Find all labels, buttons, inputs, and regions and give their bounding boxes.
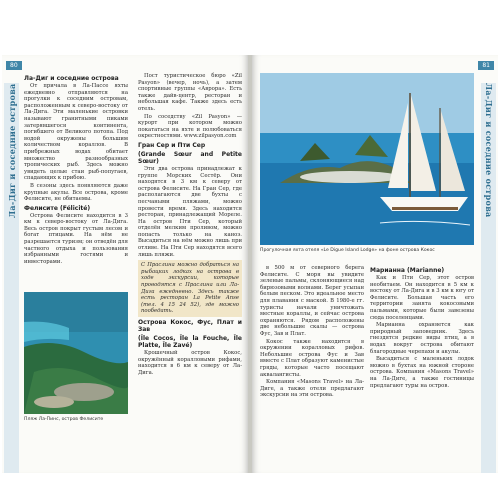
text-column-right-2 <box>370 265 474 390</box>
section-heading: Острова Кокос, Фус, Плат и Зав <box>138 319 242 333</box>
paragraph: Эти два острова принадлежат к группе Морских Сестёр. Они находятся в 3 км к северу от острова Фелисите. На Гран Сер, где располагаются две бухты с песчаными пляжами, можно провести время. Здесь находится ресторан, принадлежащий Мореле. На остров Пти Сер, который отделён мелким проливом, можно попасть только на каноэ. Высадиться на нём можно лишь при отливе. На Пти Сер находятся всего лишь пляжи. <box>138 165 242 258</box>
felicite-beach-photo <box>24 292 128 414</box>
paragraph: По соседству «Zil Pasyon» — курорт при котором можно покататься на яхте и полюбоваться окрестностями. www.zilpasyon.com <box>138 113 242 140</box>
paragraph: Высадиться с маленьких лодок можно в бухтах на южной стороне острова. Компания «Masons Travel» на Ла-Диге, а также гостиницы предлагают туры на остров. <box>370 356 474 389</box>
text-column-right-1 <box>260 265 364 400</box>
paragraph: Марианна охраняется как природный заповедник. Здесь гнездятся редкие виды птиц, а в водах вокруг острова обитают благородные черепахи и акулы. <box>370 322 474 355</box>
yacht-cocos-photo <box>260 73 474 245</box>
section-heading: Фелисите (Félicité) <box>24 204 91 212</box>
paragraph: Пост туристическое бюро «Zil Pasyon» (вечер, ночь), а затем спортивные группы «Аврора». Есть также дайв-центр, ресторан и небольшая кафе. Также здесь есть отель. <box>138 73 242 112</box>
photo-caption: Пляж Ла-Пинс, остров Фелисите <box>24 417 104 422</box>
yacht-illustration <box>260 73 474 245</box>
page-number: 81 <box>478 61 494 70</box>
section-subheading: (Île Cocos, Île la Fouche, Île Platte, Île Zavé) <box>138 335 242 349</box>
section-heading: Гран Сер и Пти Сер <box>138 141 206 149</box>
paragraph: Острова Фелисите находится в 3 км к северо-востоку от Ла-Дига. Весь остров покрыт густым лесом и богат птицами. На нём не разрешается туризм; он отведён для частного отдыха и пользования избранными гостями и инвесторами. <box>24 212 128 265</box>
section-heading: Ла-Диг и соседние острова <box>24 75 119 82</box>
photo-caption: Прогулочная яхта отеля «Le Digue Island Lodge» на фоне острова Кокос <box>260 248 435 253</box>
side-title: Ла-Диг и соседние острова <box>484 83 494 218</box>
paragraph: в 500 м от северного берега Фелисите. С моря вы увидите зеленые пальмы, склоняющиеся над бирюзовыми волнами. Берег усыпан белым песком. Это идеальное место для плавания с маской. В 1980-е гг. туристы начали уничтожать местные кораллы, и сейчас острова охраняются. Рядом расположены две небольшие скалы — острова Фус, Зав и Плат. <box>260 265 364 337</box>
paragraph: Как и Пти Сер, этот остров необитаем. Он находится в 5 км к востоку от Ла-Дига и в 3 км к югу от Фелисите. Большая часть его территории занята кокосовыми пальмами, которые были завезены сюда поселенцами. <box>370 275 474 321</box>
paragraph: Крошечный остров Кокос, окружённый коралловыми рифами, находится в 6 км к северу от Ла-Дига. <box>138 350 242 376</box>
left-page <box>2 55 248 473</box>
text-column-left-1 <box>24 73 128 266</box>
section-heading: Марианна (Marianne) <box>370 267 445 274</box>
paragraph: В сезоны здесь появляются даже крупные акулы. Все острова, кроме Фелисите, не обитаемы. <box>24 182 128 203</box>
beach-illustration <box>24 292 128 414</box>
section-subheading: (Grande Sœur and Petite Sœur) <box>138 150 242 165</box>
paragraph: Компания «Masons Travel» на Ла-Диге, а также отели предлагают экскурсии на эти острова. <box>260 379 364 399</box>
text-column-left-2 <box>138 73 242 377</box>
side-band <box>481 83 496 473</box>
right-page <box>252 55 498 473</box>
side-title: Ла-Диг и соседние острова <box>7 83 17 218</box>
paragraph: Кокос также находится в окружении коралловых рифов. Небольшие острова Фус и Зав вместе с Плат образуют каменистые гряды, которые часто посещают аквалангисты. <box>260 338 364 378</box>
page-number: 80 <box>6 61 22 70</box>
paragraph: От причала в Ла-Пассе яхты ежедневно отправляются на прогулки к соседним островам, расположенным к северо-востоку от Ла-Дига. Эти маленькие островки называют гранитными пиками затерявшегося континента, погибшего от Великого потопа. Под водой окружены большим количеством кораллов. В прибрежных водах обитает множество разнообразных тропических рыб. Здесь можно увидеть целые стаи рыб-попугаев, спадающих к прибою. <box>24 83 128 182</box>
side-band <box>4 83 19 473</box>
info-box: С Праслина можно добраться на рыбацких лодках на острова в ходе экскурсии, которые проводятся с Праслина или Ла-Дига ежедневно. Здесь также есть ресторан La Petite Anse (тел. 4 15 24 52), где можно пообедать. <box>138 260 242 317</box>
